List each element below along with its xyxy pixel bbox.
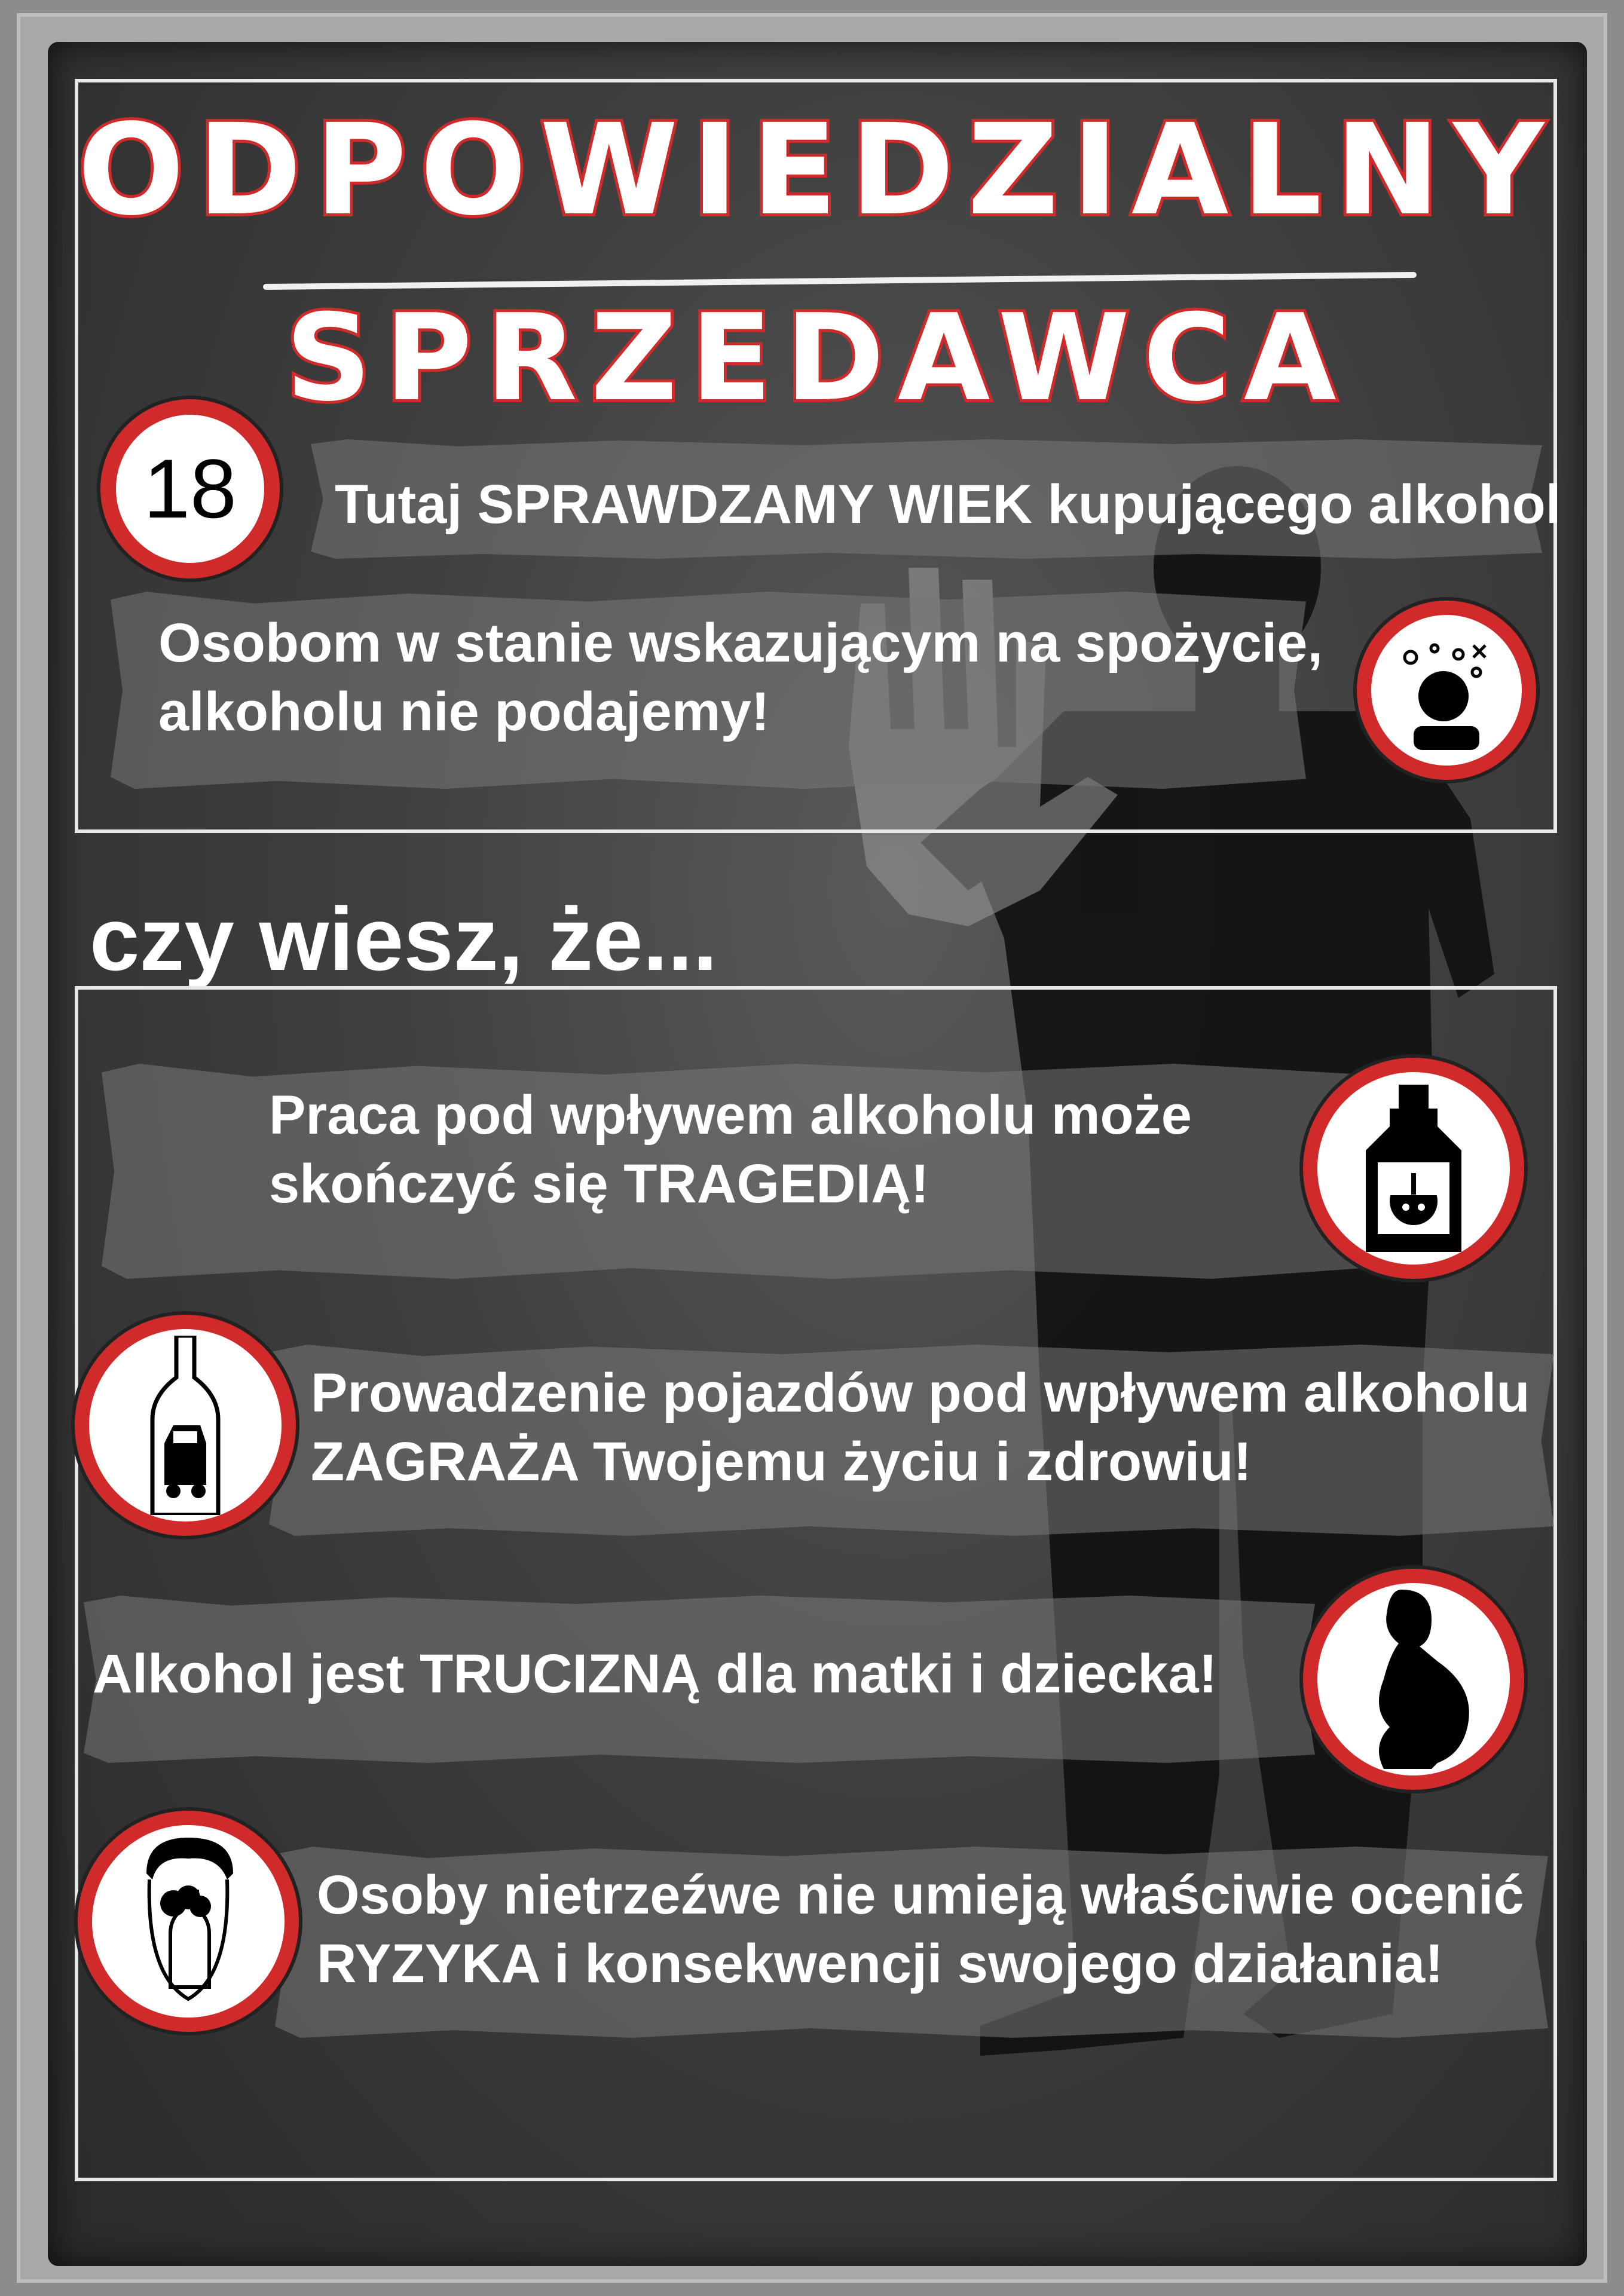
title-line-1: ODPOWIEDZIALNY [77,97,1558,243]
fact-2-line-2: ZAGRAŻA Twojemu życiu i zdrowiu! [311,1431,1252,1492]
fact-1-line-2: skończyć się TRAGEDIĄ! [269,1153,929,1214]
age-18-badge [100,399,280,578]
chalkboard [48,42,1587,2266]
bottle-car-icon [149,1336,221,1515]
fact-2-icon [75,1315,296,1536]
drunk-face-icon [123,1838,254,2005]
bottle-worker-icon [1348,1085,1479,1252]
dizzy-head-icon [1387,630,1506,750]
fact-1-line-1: Praca pod wpływem alkoholu może [269,1085,1192,1146]
fact-3-icon [1303,1569,1524,1790]
title-line-2: SPRZEDAWCA [285,289,1350,428]
fact-1-icon [1303,1058,1524,1279]
intoxicated-person-icon [1357,601,1536,780]
age-check-text: Tutaj SPRAWDZAMY WIEK kupującego alkohol [335,474,1561,535]
intoxicated-text-line-1: Osobom w stanie wskazującym na spożycie, [158,613,1323,674]
did-you-know-heading: czy wiesz, że... [90,889,718,989]
fact-2-line-1: Prowadzenie pojazdów pod wpływem alkoholu [311,1363,1530,1423]
age-18-text: 18 [143,442,237,535]
fact-4-icon [78,1811,299,2032]
fact-3-line-1: Alkohol jest TRUCIZNĄ dla matki i dziecka! [93,1643,1218,1704]
fact-4-line-1: Osoby nietrzeźwe nie umieją właściwie ocenić [317,1865,1524,1925]
intoxicated-text-line-2: alkoholu nie podajemy! [158,681,770,742]
pregnant-woman-icon [1348,1590,1479,1769]
fact-4-line-2: RYZYKA i konsekwencji swojego działania! [317,1933,1443,1994]
